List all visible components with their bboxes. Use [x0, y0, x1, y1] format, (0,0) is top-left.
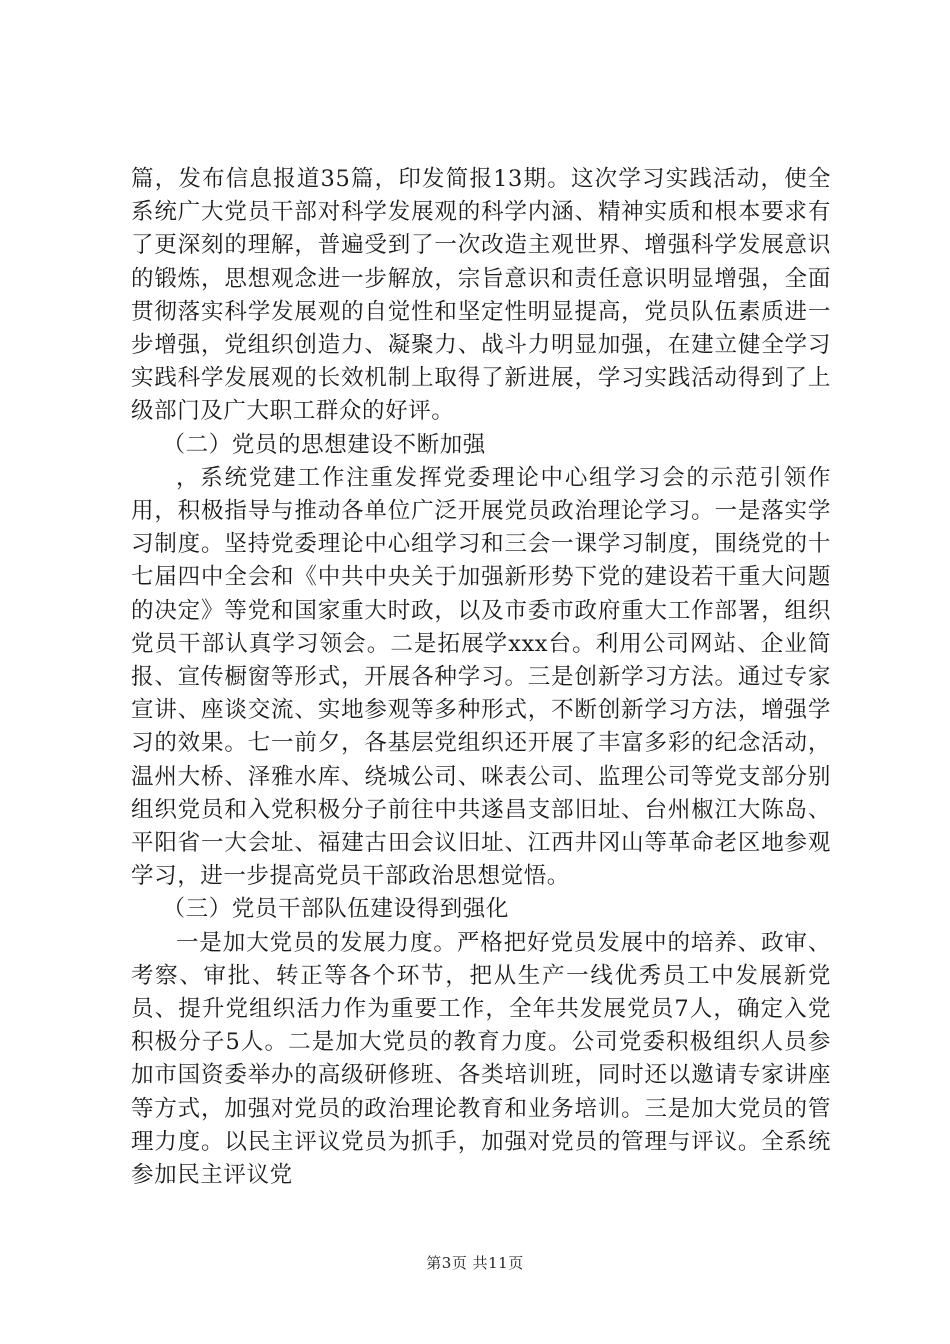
- document-body: [131, 163, 831, 1192]
- paragraph-ideological-building: ，系统党建工作注重发挥党委理论中心组学习会的示范引领作用，积极指导与推动各单位广泛开展党员政治理论学习。一是落实学习制度。坚持党委理论中心组学习和三会一课学习制度，围绕党的十七届四中全会和《中共中央关于加强新形势下党的建设若干重大问题的决定》等党和国家重大时政，以及市委市政府重大工作部署，组织党员干部认真学习领会。二是拓展学xxx台。利用公司网站、企业简报、宣传橱窗等形式，开展各种学习。三是创新学习方法。通过专家宣讲、座谈交流、实地参观等多种形式，不断创新学习方法，增强学习的效果。七一前夕，各基层党组织还开展了丰富多彩的纪念活动，温州大桥、泽雅水库、绕城公司、咪表公司、监理公司等党支部分别组织党员和入党积极分子前往中共遂昌支部旧址、台州椒江大陈岛、平阳省一大会址、福建古田会议旧址、江西井冈山等革命老区地参观学习，进一步提高党员干部政治思想觉悟。: [131, 464, 831, 890]
- paragraph-cadre-building: 一是加大党员的发展力度。严格把好党员发展中的培养、政审、考察、审批、转正等各个环节，把从生产一线优秀员工中发展新党员、提升党组织活力作为重要工作，全年共发展党员7人，确定入党积极分子5人。二是加大党员的教育力度。公司党委积极组织人员参加市国资委举办的高级研修班、各类培训班，同时还以邀请专家讲座等方式，加强对党员的政治理论教育和业务培训。三是加大党员的管理力度。以民主评议党员为抓手，加强对党员的管理与评议。全系统参加民主评议党: [131, 929, 831, 1189]
- page-footer: 第3页 共11页: [426, 1254, 524, 1272]
- section-heading-cadre-building: （三）党员干部队伍建设得到强化: [162, 896, 510, 923]
- paragraph-study-practice-results: 篇，发布信息报道35篇，印发简报13期。这次学习实践活动，使全系统广大党员干部对科学发展观的科学内涵、精神实质和根本要求有了更深刻的理解，普遍受到了一次改造主观世界、增强科学发展意识的锻炼，思想观念进一步解放，宗旨意识和责任意识明显增强，全面贯彻落实科学发展观的自觉性和坚定性明显提高，党员队伍素质进一步增强，党组织创造力、凝聚力、战斗力明显加强，在建立健全学习实践科学发展观的长效机制上取得了新进展，学习实践活动得到了上级部门及广大职工群众的好评。: [131, 166, 831, 425]
- section-heading-ideological-building: （二）党员的思想建设不断加强: [162, 431, 486, 458]
